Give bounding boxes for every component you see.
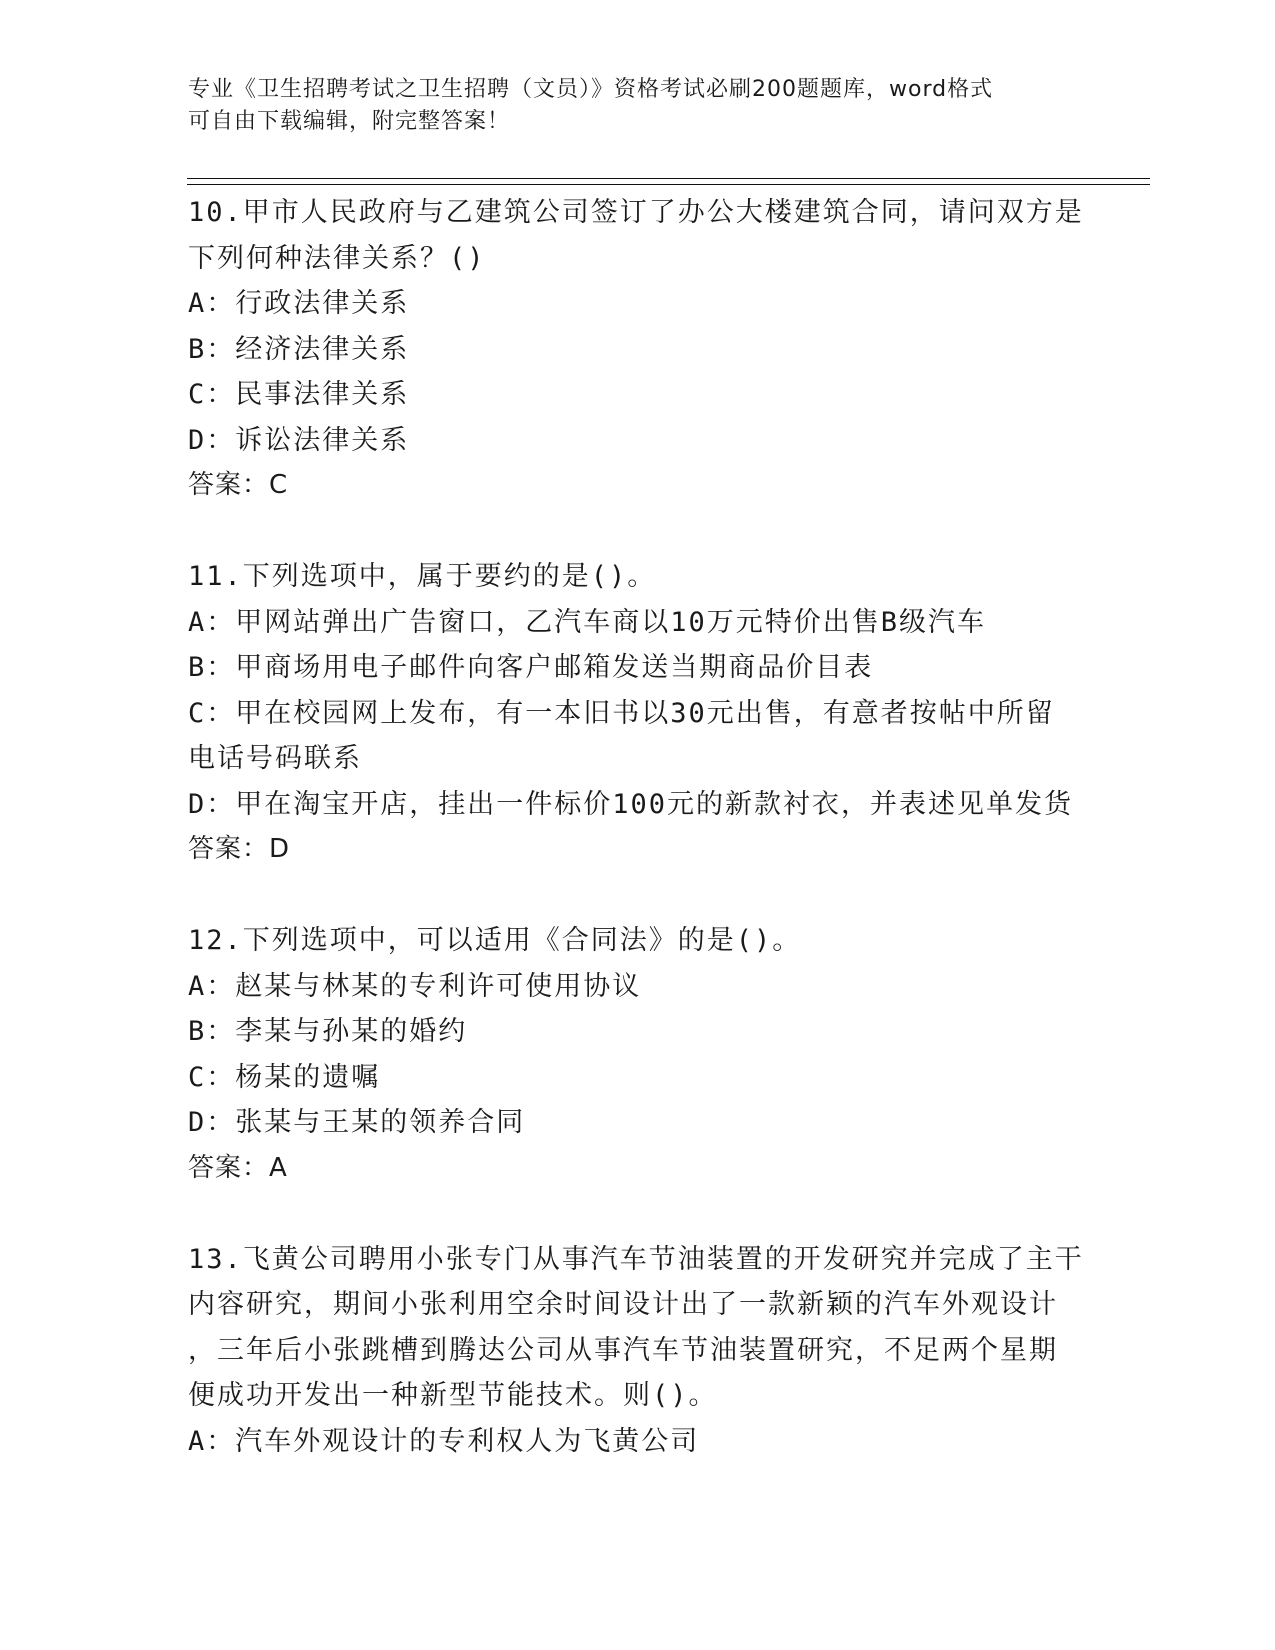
option-c: C：杨某的遗嘱 bbox=[188, 1061, 381, 1093]
question-text: 便成功开发出一种新型节能技术。则()。 bbox=[188, 1380, 718, 1411]
option-d: D：甲在淘宝开店，挂出一件标价100元的新款衬衣，并表述见单发货 bbox=[188, 788, 1074, 820]
answer-label: 答案：A bbox=[188, 1152, 288, 1183]
header-divider bbox=[187, 184, 1150, 185]
spacer bbox=[188, 509, 1088, 555]
question-text: 内容研究，期间小张利用空余时间设计出了一款新颖的汽车外观设计 bbox=[188, 1289, 1058, 1320]
answer-label: 答案：C bbox=[188, 470, 289, 500]
option-b: B：经济法律关系 bbox=[188, 333, 410, 365]
option-d: D：张某与王某的领养合同 bbox=[188, 1107, 526, 1138]
question-text: 10.甲市人民政府与乙建筑公司签订了办公大楼建筑合同，请问双方是 bbox=[188, 197, 1084, 228]
question-text: 11.下列选项中，属于要约的是()。 bbox=[188, 561, 657, 592]
option-c-continued: 电话号码联系 bbox=[188, 743, 362, 774]
option-d: D：诉讼法律关系 bbox=[188, 424, 410, 456]
option-a: A：汽车外观设计的专利权人为飞黄公司 bbox=[188, 1425, 700, 1457]
option-a: A：行政法律关系 bbox=[188, 288, 410, 319]
question-13 bbox=[188, 1237, 1088, 1465]
question-list bbox=[188, 190, 1088, 1464]
question-12 bbox=[188, 918, 1088, 1191]
option-a: A：赵某与林某的专利许可使用协议 bbox=[188, 970, 642, 1002]
option-b: B：甲商场用电子邮件向客户邮箱发送当期商品价目表 bbox=[188, 652, 874, 683]
question-text: 12.下列选项中，可以适用《合同法》的是()。 bbox=[188, 925, 802, 956]
spacer bbox=[188, 873, 1088, 919]
answer-label: 答案：D bbox=[188, 834, 291, 864]
question-11 bbox=[188, 554, 1088, 873]
question-text: 13.飞黄公司聘用小张专门从事汽车节油装置的开发研究并完成了主干 bbox=[188, 1243, 1084, 1275]
option-c: C：甲在校园网上发布，有一本旧书以30元出售，有意者按帖中所留 bbox=[188, 697, 1055, 729]
header-line: 专业《卫生招聘考试之卫生招聘（文员）》资格考试必刷200题题库，word格式 bbox=[188, 77, 994, 102]
header-divider bbox=[187, 178, 1150, 179]
option-a: A：甲网站弹出广告窗口，乙汽车商以10万元特价出售B级汽车 bbox=[188, 606, 987, 638]
question-text: ，三年后小张跳槽到腾达公司从事汽车节油装置研究，不足两个星期 bbox=[188, 1334, 1058, 1366]
header-line: 可自由下载编辑，附完整答案！ bbox=[188, 109, 511, 134]
document-header bbox=[188, 74, 1068, 138]
question-text: 下列何种法律关系？() bbox=[188, 242, 486, 274]
option-c: C：民事法律关系 bbox=[188, 379, 410, 410]
question-10 bbox=[188, 190, 1088, 509]
spacer bbox=[188, 1191, 1088, 1237]
option-b: B：李某与孙某的婚约 bbox=[188, 1016, 468, 1047]
